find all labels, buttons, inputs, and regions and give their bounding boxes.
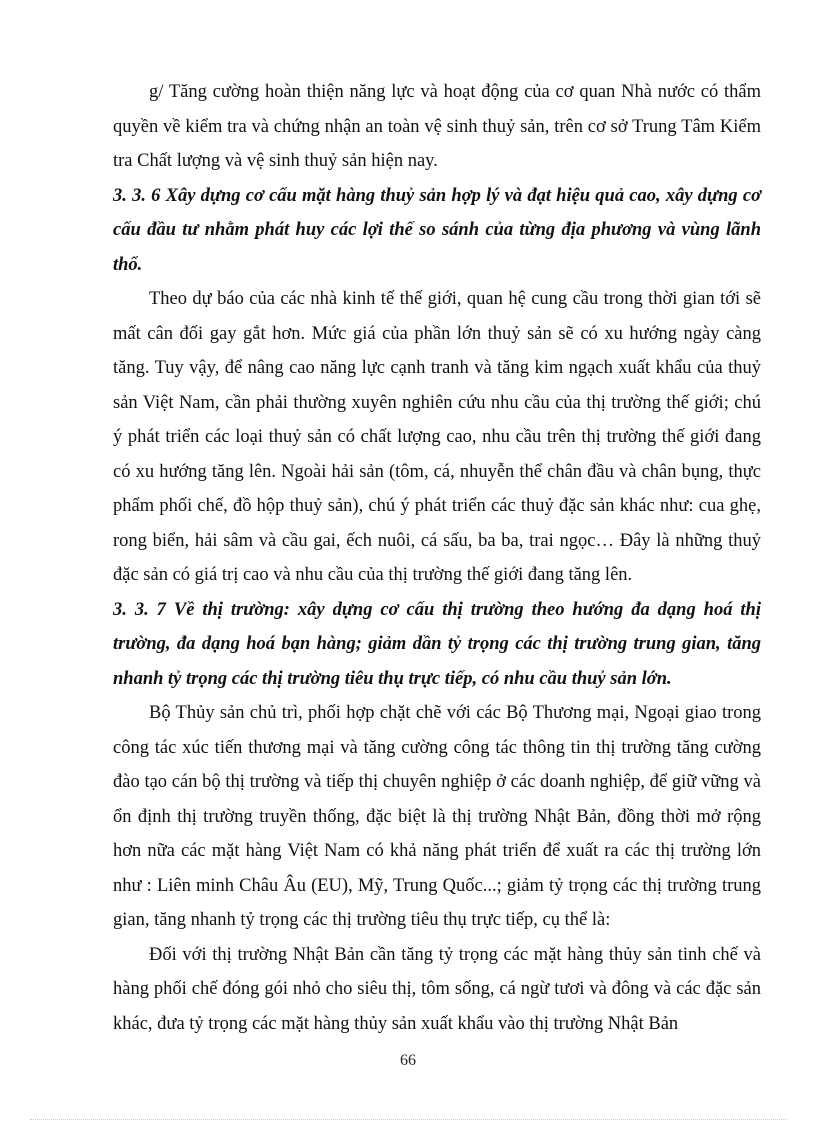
section-heading-3-3-6: 3. 3. 6 Xây dựng cơ cấu mặt hàng thuỷ sản hợp lý và đạt hiệu quả cao, xây dựng cơ cấu đầu tư nhằm phát huy các lợi thế so sánh của từng địa phương và vùng lãnh thổ. — [113, 185, 761, 275]
section-heading-3-3-7: 3. 3. 7 Về thị trường: xây dựng cơ cấu thị trường theo hướng đa dạng hoá thị trường, đa dạng hoá bạn hàng; giảm dần tỷ trọng các thị trường trung gian, tăng nhanh tỷ trọng các thị trường tiêu thụ trực tiếp, có nhu cầu thuỷ sản lớn. — [113, 599, 761, 689]
page-bottom-divider — [30, 1119, 786, 1120]
paragraph-ministry: Bộ Thủy sản chủ trì, phối hợp chặt chẽ với các Bộ Thương mại, Ngoại giao trong công tác xúc tiến thương mại và tăng cường công tác thông tin thị trường tăng cường đào tạo cán bộ thị trường và tiếp thị chuyên nghiệp ở các doanh nghiệp, để giữ vững và ổn định thị trường truyền thống, đặc biệt là thị trường Nhật Bản, đồng thời mở rộng hơn nữa các mặt hàng Việt Nam có khả năng phát triển để xuất ra các thị trường lớn như : Liên minh Châu Âu (EU), Mỹ, Trung Quốc...; giảm tỷ trọng các thị trường trung gian, tăng nhanh tỷ trọng các thị trường tiêu thụ trực tiếp, cụ thể là: — [113, 703, 761, 930]
page-number: 66 — [400, 1052, 416, 1069]
paragraph-g: g/ Tăng cường hoàn thiện năng lực và hoạt động của cơ quan Nhà nước có thẩm quyền về kiểm tra và chứng nhận an toàn vệ sinh thuỷ sản, trên cơ sở Trung Tâm Kiểm tra Chất lượng và vệ sinh thuỷ sản hiện nay. — [113, 82, 761, 171]
text-column — [113, 75, 761, 1041]
paragraph-japan-market: Đối với thị trường Nhật Bản cần tăng tỷ trọng các mặt hàng thủy sản tinh chế và hàng phối chế đóng gói nhỏ cho siêu thị, tôm sống, cá ngừ tươi và đông và các đặc sản khác, đưa tỷ trọng các mặt hàng thủy sản xuất khẩu vào thị trường Nhật Bản — [113, 944, 761, 1034]
paragraph-forecast: Theo dự báo của các nhà kinh tế thế giới, quan hệ cung cầu trong thời gian tới sẽ mất cân đối gay gắt hơn. Mức giá của phần lớn thuỷ sản sẽ có xu hướng ngày càng tăng. Tuy vậy, để nâng cao năng lực cạnh tranh và tăng kim ngạch xuất khẩu của thuỷ sản Việt Nam, cần phải thường xuyên nghiên cứu nhu cầu của thị trường thế giới; chú ý phát triển các loại thuỷ sản có chất lượng cao, nhu cầu trên thị trường thế giới đang có xu hướng tăng lên. Ngoài hải sản (tôm, cá, nhuyễn thể chân đầu và chân bụng, thực phẩm phối chế, đồ hộp thuỷ sản), chú ý phát triển các thuỷ đặc sản khác như: cua ghẹ, rong biển, hải sâm và cầu gai, ếch nuôi, cá sấu, ba ba, trai ngọc… Đây là những thuỷ đặc sản có giá trị cao và nhu cầu của thị trường thế giới đang tăng lên. — [113, 289, 761, 585]
